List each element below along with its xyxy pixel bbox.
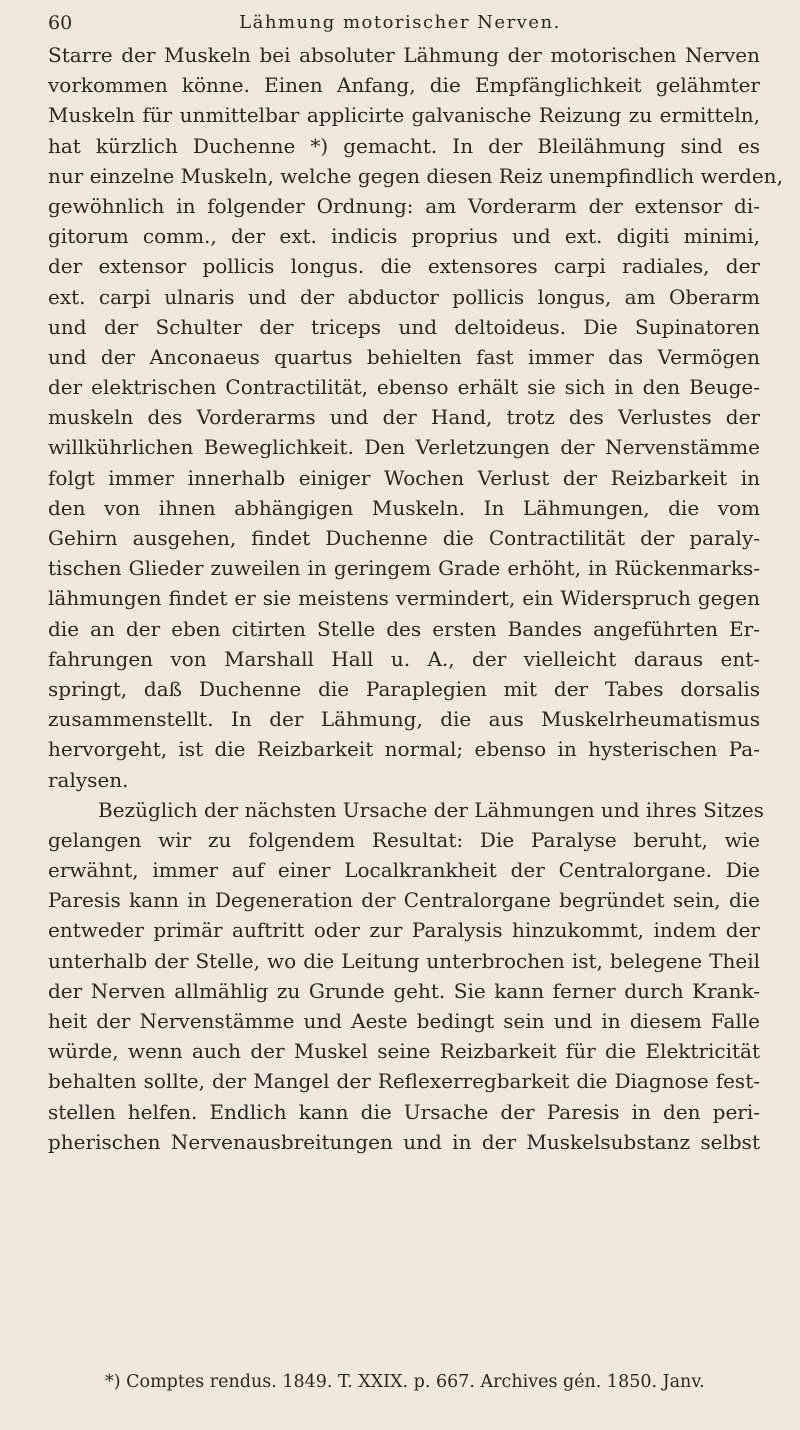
text-line: heit der Nervenstämme und Aeste bedingt sein und in diesem Falle	[48, 1009, 760, 1033]
page-number: 60	[48, 12, 73, 34]
text-line: Bezüglich der nächsten Ursache der Lähmungen und ihres Sitzes	[98, 797, 764, 822]
text-line: folgt immer innerhalb einiger Wochen Verlust der Reizbarkeit in	[48, 465, 760, 490]
body-text	[48, 40, 783, 1157]
text-line: Starre der Muskeln bei absoluter Lähmung der motorischen Nerven	[48, 43, 760, 67]
text-line: würde, wenn auch der Muskel seine Reizbarkeit für die Elektricität	[48, 1039, 760, 1064]
text-line: hervorgeht, ist die Reizbarkeit normal; ebenso in hysterischen Pa-	[48, 737, 760, 762]
text-line: Gehirn ausgehen, findet Duchenne die Contractilität der paraly-	[48, 526, 760, 550]
text-line: erwähnt, immer auf einer Localkrankheit der Centralorgane. Die	[48, 858, 760, 883]
page-header	[48, 4, 752, 38]
text-line: ralysen.	[48, 767, 129, 792]
text-line: springt, daß Duchenne die Paraplegien mit der Tabes dorsalis	[48, 676, 760, 701]
text-line: fahrungen von Marshall Hall u. A., der vielleicht daraus ent-	[48, 646, 760, 671]
text-line: Paresis kann in Degeneration der Centralorgane begründet sein, die	[48, 888, 760, 913]
text-line: muskeln des Vorderarms und der Hand, trotz des Verlustes der	[48, 405, 760, 430]
text-line: hat kürzlich Duchenne *) gemacht. In der Bleilähmung sind es	[48, 133, 760, 158]
text-line: gewöhnlich in folgender Ordnung: am Vorderarm der extensor di-	[48, 193, 760, 218]
text-line: stellen helfen. Endlich kann die Ursache der Paresis in den peri-	[48, 1099, 760, 1124]
running-title: Lähmung motorischer Nerven.	[239, 12, 561, 33]
footnote: *) Comptes rendus. 1849. T. XXIX. p. 667. Archives gén. 1850. Janv.	[105, 1372, 705, 1392]
text-line: ext. carpi ulnaris und der abductor pollicis longus, am Oberarm	[48, 284, 760, 309]
text-line: zusammenstellt. In der Lähmung, die aus Muskelrheumatismus	[48, 707, 760, 732]
text-line: und der Schulter der triceps und deltoideus. Die Supinatoren	[48, 314, 760, 339]
text-line: behalten sollte, der Mangel der Reflexerregbarkeit die Diagnose fest-	[48, 1069, 760, 1094]
text-line: entweder primär auftritt oder zur Paralysis hinzukommt, indem der	[48, 918, 760, 943]
text-line: Muskeln für unmittelbar applicirte galvanische Reizung zu ermitteln,	[48, 103, 760, 128]
text-line: willkührlichen Beweglichkeit. Den Verletzungen der Nervenstämme	[48, 435, 760, 460]
text-line: die an der eben citirten Stelle des ersten Bandes angeführten Er-	[48, 616, 760, 641]
text-line: vorkommen könne. Einen Anfang, die Empfänglichkeit gelähmter	[48, 73, 760, 98]
text-line: der elektrischen Contractilität, ebenso erhält sie sich in den Beuge-	[48, 375, 760, 400]
text-line: und der Anconaeus quartus behielten fast immer das Vermögen	[48, 344, 760, 369]
text-line: nur einzelne Muskeln, welche gegen diesen Reiz unempfindlich werden,	[48, 163, 783, 188]
text-line: tischen Glieder zuweilen in geringem Grade erhöht, in Rückenmarks-	[48, 556, 760, 581]
text-line: gelangen wir zu folgendem Resultat: Die Paralyse beruht, wie	[48, 827, 760, 852]
text-line: unterhalb der Stelle, wo die Leitung unterbrochen ist, belegene Theil	[48, 948, 760, 973]
text-line: den von ihnen abhängigen Muskeln. In Lähmungen, die vom	[48, 495, 760, 520]
text-line: pherischen Nervenausbreitungen und in der Muskelsubstanz selbst	[48, 1129, 760, 1154]
text-line: gitorum comm., der ext. indicis proprius und ext. digiti minimi,	[48, 224, 760, 249]
text-line: der Nerven allmählig zu Grunde geht. Sie kann ferner durch Krank-	[48, 978, 760, 1003]
text-line: der extensor pollicis longus. die extensores carpi radiales, der	[48, 254, 760, 279]
text-line: lähmungen findet er sie meistens vermindert, ein Widerspruch gegen	[48, 586, 760, 611]
